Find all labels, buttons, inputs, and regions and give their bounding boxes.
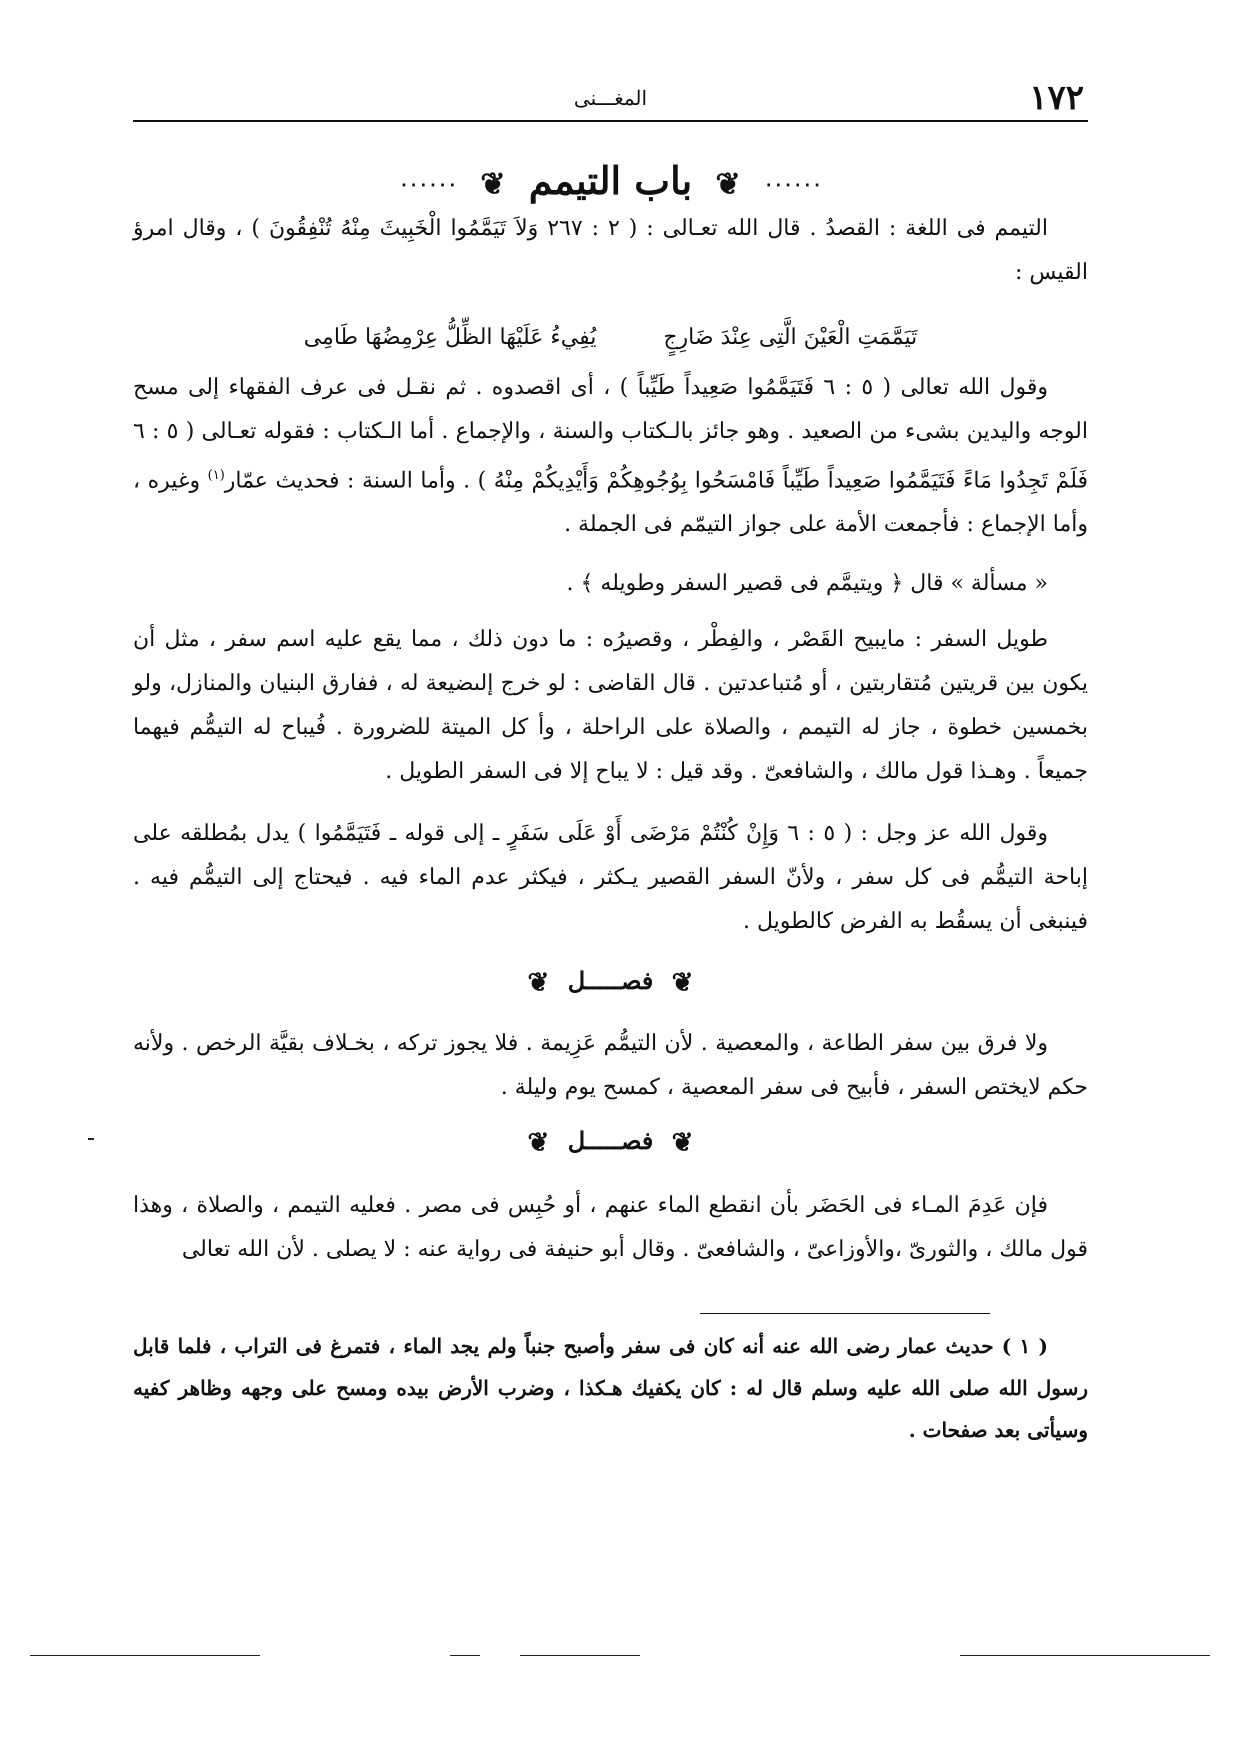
decorative-dots: ٠٠٠٠٠٠ bbox=[399, 174, 458, 195]
paragraph-evidence bbox=[133, 366, 1088, 547]
chapter-title: باب التيمم bbox=[528, 158, 693, 203]
margin-mark bbox=[88, 1138, 94, 1140]
ornament-icon: ❦ bbox=[527, 1127, 550, 1158]
paragraph-definition: التيمم فى اللغة : القصدُ . قال الله تعـالى : ( ٢ : ٢٦٧ وَلاَ تَيَمَّمُوا الْخَبِيثَ مِنْهُ تُنْفِقُونَ ) ، وقال امرؤ القيس : bbox=[133, 216, 1088, 285]
scan-mark-line bbox=[450, 1655, 480, 1656]
paragraph-no-water-city: فإن عَدِمَ المـاء فى الحَضَر بأن انقطع الماء عنهم ، أو حُبِس فى مصر . فعليه التيمم ، والصلاة ، وهذا قول مالك ، والثورىّ ،والأوزاعىّ ، والشافعىّ . وقال أبو حنيفة فى رواية عنه : لا يصلى . لأن الله تعالى bbox=[133, 1193, 1088, 1262]
ornament-icon: ❦ bbox=[715, 167, 741, 202]
footnote-separator bbox=[700, 1313, 990, 1314]
scan-mark-line bbox=[960, 1655, 1210, 1656]
paragraph-travel-length: طويل السفر : مايبيح القَصْر ، والفِطْر ، وقصيرُه : ما دون ذلك ، مما يقع عليه اسم سفر ، مثل أن يكون بين قريتين مُتقاربتين ، أو مُتباعدتين . قال القاضى : لو خرج إلىضيعة له ، ففارق البنيان والمنازل، ولو بخمسين خطوة ، جاز له التيمم ، والصلاة على الراحلة ، وأ كل الميتة للضرورة . فُيباح له التيمُّم فيهما جميعاً . وهـذا قول مالك ، والشافعىّ . وقد قيل : لا يباح إلا فى السفر الطويل . bbox=[133, 627, 1088, 784]
running-title: المغـــنى bbox=[573, 86, 648, 110]
poetry-verse bbox=[133, 316, 1088, 360]
decorative-dots: ٠٠٠٠٠٠ bbox=[763, 174, 822, 195]
section-heading-fasl bbox=[133, 1126, 1088, 1158]
ornament-icon: ❦ bbox=[671, 1127, 694, 1158]
paragraph-quran-evidence: وقول الله عز وجل : ( ٥ : ٦ وَإِنْ كُنْتُمْ مَرْضَى أَوْ عَلَى سَفَرٍ ـ إلى قوله ـ فَتَيَمَّمُوا ) يدل بمُطلقه على إباحة التيمُّم فى كل سفر ، ولأنّ السفر القصير يـكثر ، فيكثر عدم الماء فيه . فيحتاج إلى التيمُّم فيه . فينبغى أن يسقُط به الفرض كالطويل . bbox=[133, 821, 1088, 934]
page-header bbox=[133, 78, 1088, 122]
paragraph-evidence-text: وقول الله تعالى ( ٥ : ٦ فَتَيَمَّمُوا صَعِيداً طَيِّباً ) ، أى اقصدوه . ثم نقـل فى عرف الفقهاء إلى مسح الوجه واليدين بشىء من الصعيد . وهو جائز بالـكتاب والسنة ، والإجماع . أما الـكتاب : فقوله تعـالى ( ٥ : ٦ فَلَمْ تَجِدُوا مَاءً فَتَيَمَّمُوا صَعِيداً طَيِّباً فَامْسَحُوا بِوُجُوهِكُمْ وَأَيْدِيكُمْ مِنْهُ ) . وأما السنة : فحديث عمّار bbox=[133, 375, 1088, 494]
fasl-title: فصـــــل bbox=[567, 1126, 654, 1155]
footnote-reference: (١) bbox=[207, 468, 225, 483]
ornament-icon: ❦ bbox=[671, 967, 694, 998]
ornament-icon: ❦ bbox=[480, 167, 506, 202]
masala-line: « مسألة » قال ﴿ ويتيمَّم فى قصير السفر وطويله ﴾ . bbox=[566, 571, 1048, 596]
verse-second-hemistich: يُفِيءُ عَلَيْهَا الظِّلُّ عِرْمِضُهَا طَامِى bbox=[303, 325, 597, 350]
scan-mark-line bbox=[30, 1655, 260, 1656]
scan-mark-line bbox=[520, 1655, 640, 1656]
verse-first-hemistich: تَيَمَّمَتِ الْعَيْنَ الَّتِى عِنْدَ ضَارِجٍ bbox=[663, 325, 918, 350]
section-heading-fasl bbox=[133, 966, 1088, 998]
paragraph-sin-travel: ولا فرق بين سفر الطاعة ، والمعصية . لأن التيمُّم عَزِيمة . فلا يجوز تركه ، بخـلاف بقيَّة الرخص . ولأنه حكم لايختص السفر ، فأبيح فى سفر المعصية ، كمسح يوم وليلة . bbox=[133, 1031, 1088, 1100]
fasl-title: فصـــــل bbox=[567, 966, 654, 995]
footnote: ( ١ ) حديث عمار رضى الله عنه أنه كان فى سفر وأصبح جنباً ولم يجد الماء ، فتمرغ فى التراب ، فلما قابل رسول الله صلى الله عليه وسلم قال له : كان يكفيك هـكذا ، وضرب الأرض بيده ومسح على وجهه وظاهر كفيه وسيأتى بعد صفحات . bbox=[133, 1334, 1088, 1442]
ornament-icon: ❦ bbox=[527, 967, 550, 998]
page-number: ١٧٢ bbox=[1029, 78, 1084, 118]
paragraph-evidence-end: وغيره ، وأما الإجماع : فأجمعت الأمة على جواز التيمّم فى الجملة . bbox=[133, 468, 1088, 538]
